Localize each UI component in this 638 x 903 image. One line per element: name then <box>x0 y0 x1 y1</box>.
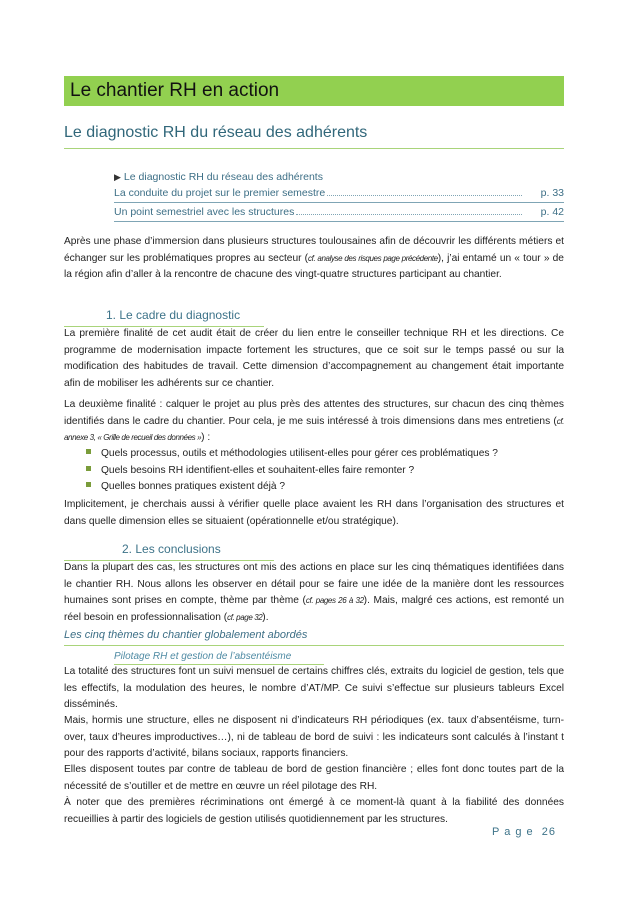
section-1-title: 1. Le cadre du diagnostic <box>106 308 241 322</box>
toc-leader <box>327 194 522 196</box>
chapter-banner: Le chantier RH en action <box>64 76 564 106</box>
square-bullet-icon <box>86 466 91 471</box>
subheading-pilotage: Pilotage RH et gestion de l’absentéisme <box>114 651 292 662</box>
toc-entry[interactable] <box>114 184 564 203</box>
toc-entry[interactable] <box>114 203 564 222</box>
page-label: P a g e <box>492 826 534 838</box>
section-2-paragraph-2: La totalité des structures font un suivi mensuel de certains chiffres clés, extraits du logiciel de gestion, tels que les effectifs, la modulation des heures, le nombre d’AT/MP. Ce suivi s’effectue sur plusieurs tableurs Excel disséminés. <box>64 666 564 710</box>
section-2-paragraph-3: Mais, hormis une structure, elles ne disposent ni d’indicateurs RH périodiques (ex. taux d’absentéisme, turn-over, taux d’heures improductives…), ni de tableau de bord de suivi : les indicateurs sont calculés à l’instant t pour des rapports d’activité, bilans sociaux, rapports financiers. <box>64 715 564 759</box>
square-bullet-icon <box>86 482 91 487</box>
toc-title-text: Le diagnostic RH du réseau des adhérents <box>123 171 323 183</box>
list-item <box>86 446 556 463</box>
paragraph-text: ). Mais, malgré ces actions, est remonté un réel besoin en professionnalisation ( <box>64 595 564 623</box>
subheading-themes: Les cinq thèmes du chantier globalement abordés <box>64 629 308 641</box>
list-item-text: Quelles bonnes pratiques existent déjà ? <box>101 481 286 492</box>
paragraph-text: La deuxième finalité : calquer le projet au plus près des attentes des structures, sur chacun des cinq thèmes identifiés dans le cadre du chantier. Pour cela, je me suis intéressé à trois dimensions dans mes entretiens ( <box>64 399 564 427</box>
section-2-paragraph-4: Elles disposent toutes par contre de tableau de bord de gestion financière ; elles font donc toutes part de la nécessité de s’outiller et de mettre en œuvre un réel pilotage des RH. <box>64 764 564 792</box>
paragraph-text: Dans la plupart des cas, les structures ont mis des actions en place sur les cinq thématiques identifiées dans le chantier RH. Nous allons les observer en détail pour se faire une idée de la manière dont les ressources humaines sont prises en compte, thème par thème ( <box>64 562 564 606</box>
list-item-text: Quels besoins RH identifient-elles et souhaitent-elles faire remonter ? <box>101 464 415 476</box>
triangle-right-icon: ▶ <box>114 172 121 182</box>
section-2-paragraph-5: À noter que des premières récriminations ont émergé à ce moment-là quant à la fiabilité des données recueillies à partir des logiciels de gestion utilisés quotidiennement par les structures. <box>64 797 564 825</box>
intro-tail: ), j’ai entamé un « tour » de la région afin d’aller à la rencontre de chacune des vingt-quatre structures participant au chantier. <box>64 252 564 280</box>
section-1-paragraph-3: Implicitement, je cherchais aussi à vérifier quelle place avaient les RH dans l’organisation des structures et dans quelle dimension elles se situaient (opérationnelle et/ou stratégique). <box>64 499 564 527</box>
section-2-paragraph-1 <box>64 560 564 626</box>
list-item <box>86 479 556 496</box>
toc-entry-page: p. 33 <box>540 187 564 199</box>
page-footer <box>492 826 556 838</box>
section-1-paragraph-1: La première finalité de cet audit était de créer du lien entre le conseiller technique RH et les directions. Ce programme de modernisation impacte fortement les structures, que ce soit sur le temps passé ou sur la modification des habitudes de travail. Cette dimension d’accompagnement au changement était importante afin de mobiliser les adhérents sur ce chantier. <box>64 328 564 389</box>
toc-entry-label: La conduite du projet sur le premier semestre <box>114 187 326 199</box>
page-reference: cf. pages 26 à 32 <box>305 596 364 605</box>
intro-reference: cf. analyse des risques page précédente <box>308 253 438 263</box>
subheading-rule <box>64 645 564 646</box>
mini-toc <box>114 170 564 222</box>
toc-title <box>114 170 564 184</box>
section-2-title: 2. Les conclusions <box>122 542 221 556</box>
annex-reference: cf. annexe 3, « Grille de recueil des données » <box>64 416 564 442</box>
page-number: 26 <box>541 826 556 838</box>
paragraph-text: ) : <box>201 432 211 443</box>
question-list <box>86 446 556 496</box>
square-bullet-icon <box>86 449 91 454</box>
list-item <box>86 463 556 480</box>
page-reference: cf. page 32 <box>227 612 263 622</box>
list-item-text: Quels processus, outils et méthodologies utilisent-elles pour gérer ces problématiques ? <box>101 448 498 459</box>
toc-entry-page: p. 42 <box>540 206 564 218</box>
section-1-paragraph-2 <box>64 397 564 447</box>
intro-paragraph <box>64 234 564 284</box>
toc-entry-label: Un point semestriel avec les structures <box>114 206 295 218</box>
intro-text: Après une phase d’immersion dans plusieurs structures toulousaines afin de découvrir les différents métiers et échanger sur les problématiques propres au secteur ( <box>64 236 564 264</box>
toc-leader <box>296 213 522 215</box>
paragraph-text: ). <box>262 611 269 623</box>
section-heading: Le diagnostic RH du réseau des adhérents <box>64 124 564 149</box>
